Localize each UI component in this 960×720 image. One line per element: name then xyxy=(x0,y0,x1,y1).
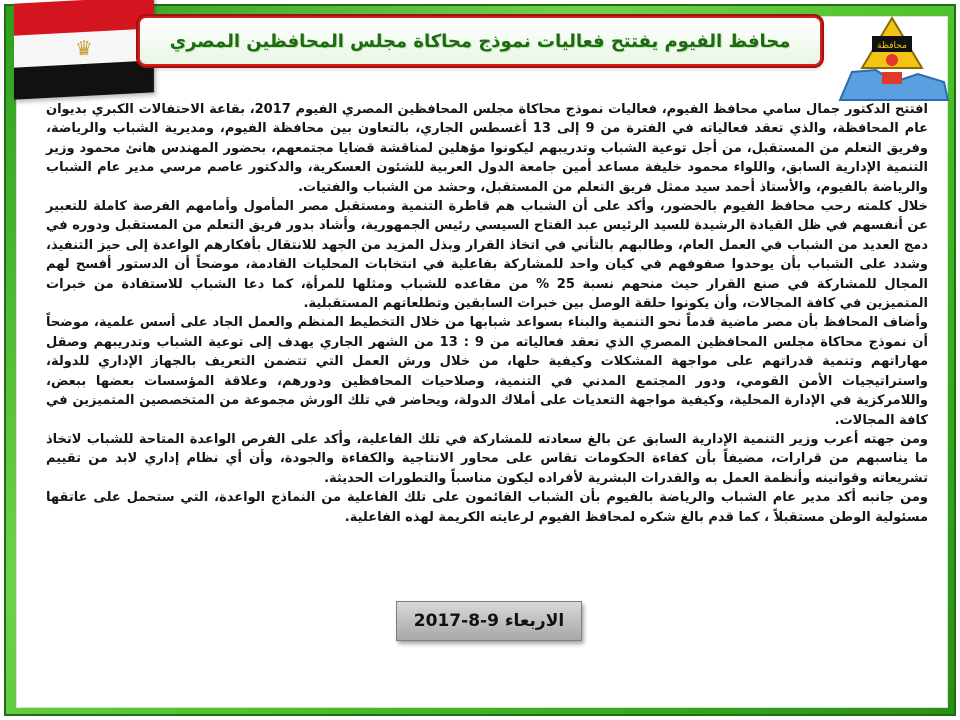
article-paragraph: ومن جهته أعرب وزير التنمية الإدارية السابق عن بالغ سعادته للمشاركة في تلك الفاعلية، وأكد على الفرص الواعدة المتاحة للشباب لاتخاذ ما يناسبهم من قرارات، مضيفاً بأن كفاءة الحكومات تقاس على محاور الانتاجية والكفاءة والجودة، وأن أي نظام إداري لابد من تقييم تشريعاته وقوانينه وأنظمة العمل به والقدرات البشرية لأفراده ليكون مناسباً والتطورات الحديثة. xyxy=(46,431,928,486)
article-body xyxy=(46,100,928,527)
date-label: الاربعاء 9-8-2017 xyxy=(413,611,565,631)
article-paragraph: وأضاف المحافظ بأن مصر ماضية قدماً نحو التنمية والبناء بسواعد شبابها من خلال التخطيط المنظم والعمل الجاد على أسس علمية، موضحاً أن نموذج محاكاة مجلس المحافظين المصري الذي تعقد فعالياته من 9 : 13 من الشهر الجاري يهدف إلى توعية الشباب وتدريبهم وصقل مهاراتهم وتنمية قدراتهم على مواجهة المشكلات وكيفية حلها، من خلال ورش العمل التي تتضمن التعريف بالجهاز الإداري للدولة، واستراتيجيات الأمن القومي، ودور المجتمع المدني في التنمية، وصلاحيات المحافظين ودورهم، وعلاقة المؤسسات بعضها ببعض، واللامركزية في الإدارة المحلية، وكيفية مواجهة التعديات على أملاك الدولة، ويحاضر في تلك الورش مجموعة من المتخصصين المتميزين في كافة المجالات. xyxy=(46,315,928,428)
egypt-flag-icon: ♛ xyxy=(14,0,154,100)
article-paragraph: ومن جانبه أكد مدير عام الشباب والرياضة بالفيوم بأن الشباب القائمون على تلك الفاعلية من النماذج الواعدة، التي ستحمل على عاتقها مسئولية الوطن مستقبلاً ، كما قدم بالغ شكره لمحافظ الفيوم لرعايته الكريمة لهذه الفاعلية. xyxy=(46,490,928,525)
fayoum-governorate-logo-icon xyxy=(832,12,952,104)
article-paragraph: افتتح الدكتور جمال سامي محافظ الفيوم، فعاليات نموذج محاكاة مجلس المحافظين المصري الفيوم 2017، بقاعة الاحتفالات الكبري بديوان عام المحافظة، والذي تعقد فعالياته في الفترة من 9 إلى 13 أغسطس الجاري، بالتعاون بين محافظة الفيوم، ومديرية الشباب والرياضة، وفريق التعلم من المستقبل، من أجل توعية الشباب وتدريبهم ليكونوا مؤهلين لمناقشة قضايا مجتمعهم، بحضور المهندس هانئ محمود وزير التنمية الإدارية السابق، واللواء محمود خليفة مساعد أمين جامعة الدول العربية للشئون العسكرية، والدكتور عاصم مرسي مدير عام الشباب والرياضة بالفيوم، والأستاذ أحمد سيد ممثل فريق التعلم من المستقبل، وحشد من الشباب والفتيات. xyxy=(46,102,928,195)
headline-banner xyxy=(140,18,820,64)
article-paragraph: خلال كلمته رحب محافظ الفيوم بالحضور، وأكد على أن الشباب هم قاطرة التنمية ومستقبل مصر المأمول وأمامهم الفرصة كاملة للتعبير عن أنفسهم في ظل القيادة الرشيدة للسيد الرئيس عبد الفتاح السيسي رئيس الجمهورية، وأشاد بدور فريق التعلم من المستقبل ودوره في دمج العديد من الشباب في العمل العام، وطالبهم بالتأني في اتخاذ القرار وبذل المزيد من الجهد للانتقال بأفكارهم الواعدة إلى حيز التنفيذ، وشدد على الشباب بأن يوحدوا صفوفهم في كيان واحد للمشاركة بفاعلية في انتخابات المحليات القادمة، موضحاً أن الدستور أفسح لهم المجال للمشاركة في صنع القرار حيث منحهم نسبة 25 % من مقاعده للشباب ومثلها للمرأة، كما دعا الشباب للاستفادة من خبرات المتميزين في كافة المجالات، وأن يكونوا حلقة الوصل بين خبرات السابقين وتطلعاتهم المستقبلية. xyxy=(46,199,929,312)
page-title: محافظ الفيوم يفتتح فعاليات نموذج محاكاة مجلس المحافظين المصري xyxy=(169,30,791,52)
date-badge xyxy=(396,601,582,641)
svg-text:محافظة: محافظة xyxy=(877,41,907,51)
